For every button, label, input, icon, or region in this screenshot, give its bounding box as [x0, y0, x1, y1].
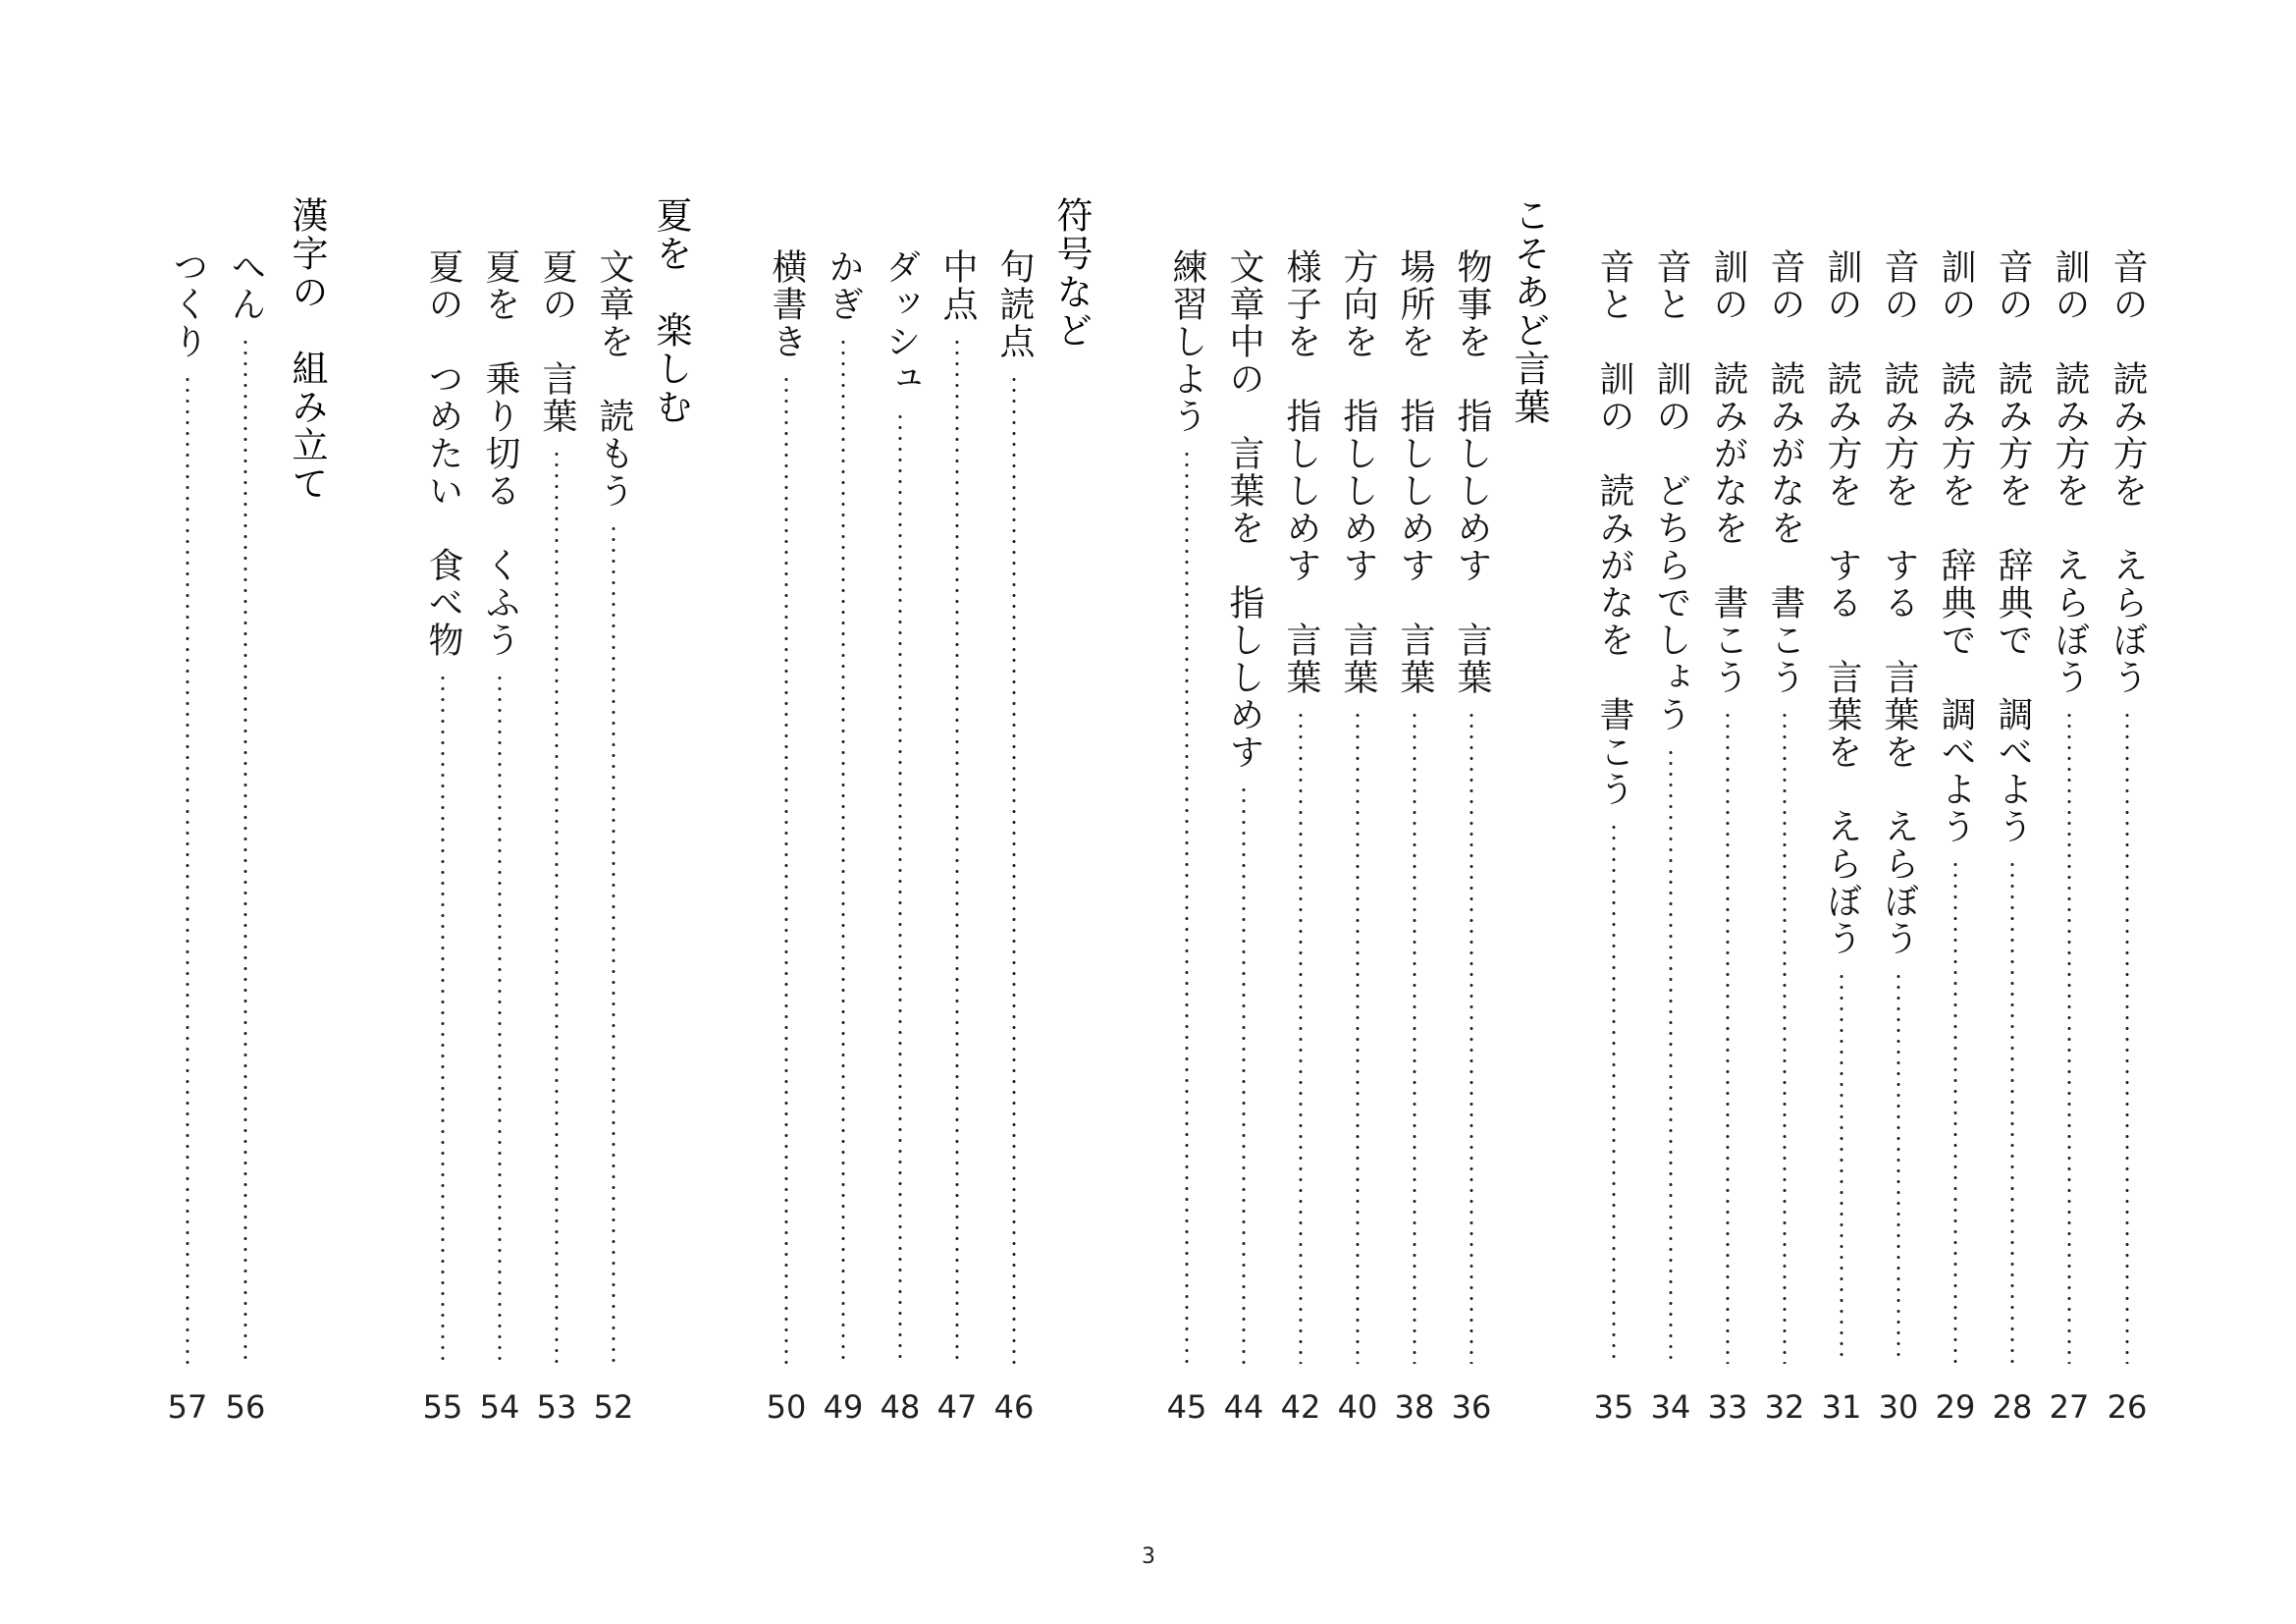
entry-title: 練習しよう [1167, 248, 1207, 435]
dot-leader [1413, 710, 1416, 1364]
entry-title: 句読点 [994, 248, 1035, 360]
dot-leader [1726, 710, 1730, 1364]
entry-page: 48 [880, 1388, 921, 1426]
dot-leader [2125, 710, 2129, 1364]
entry-title: 文章中の 言葉を 指ししめす [1224, 248, 1264, 771]
toc-entry[interactable] [1983, 248, 2042, 1427]
toc-entry[interactable] [1641, 248, 1700, 1427]
dot-leader [784, 374, 788, 1364]
dot-leader [1185, 449, 1189, 1364]
entry-page: 40 [1337, 1388, 1378, 1426]
entry-page: 42 [1280, 1388, 1321, 1426]
entry-title: 音と 訓の 読みがなを 書こう [1594, 248, 1634, 808]
dot-leader [898, 411, 902, 1364]
dot-leader [612, 523, 615, 1364]
entry-page: 26 [2107, 1388, 2148, 1426]
dot-leader [955, 337, 959, 1364]
dot-leader [1299, 710, 1303, 1364]
entry-title: 夏を 乗り切る くふう [480, 248, 520, 659]
entry-title: 訓の 読み方を 辞典で 調べよう [1936, 248, 1976, 845]
section-heading: 漢字の 組み立て [286, 196, 328, 503]
entry-page: 27 [2049, 1388, 2090, 1426]
entry-page: 56 [225, 1388, 266, 1426]
entry-title: 音と 訓の どちらでしょう [1651, 248, 1691, 733]
dot-leader [1612, 822, 1616, 1364]
dot-leader [1012, 374, 1016, 1364]
entry-page: 57 [167, 1388, 208, 1426]
toc-entry[interactable] [1755, 248, 1814, 1427]
entry-title: 横書き [767, 248, 807, 360]
toc-entry[interactable] [1214, 248, 1273, 1427]
entry-page: 54 [479, 1388, 520, 1426]
entry-page: 52 [593, 1388, 634, 1426]
dot-leader [2067, 710, 2071, 1364]
dot-leader [841, 337, 845, 1364]
entry-page: 38 [1394, 1388, 1435, 1426]
entry-title: 夏の 言葉 [537, 248, 577, 435]
entry-page: 45 [1166, 1388, 1207, 1426]
entry-page: 49 [823, 1388, 864, 1426]
toc-entry[interactable] [470, 248, 529, 1427]
dot-leader [1356, 710, 1360, 1364]
dot-leader [1896, 971, 1900, 1364]
entry-title: 中点 [937, 248, 978, 323]
toc-entry[interactable] [1328, 248, 1387, 1427]
entry-page: 32 [1764, 1388, 1805, 1426]
entry-page: 31 [1821, 1388, 1862, 1426]
entry-page: 36 [1451, 1388, 1492, 1426]
toc-entry[interactable] [1442, 248, 1501, 1427]
entry-title: 音の 読み方を 辞典で 調べよう [1993, 248, 2033, 845]
entry-title: 夏の つめたい 食べ物 [423, 248, 463, 659]
entry-title: つくり [168, 248, 208, 360]
entry-page: 35 [1593, 1388, 1634, 1426]
entry-page: 44 [1223, 1388, 1264, 1426]
entry-title: へん [226, 248, 266, 323]
toc-entry[interactable] [1271, 248, 1330, 1427]
entry-title: 方向を 指ししめす 言葉 [1338, 248, 1378, 696]
toc-entry[interactable] [1812, 248, 1871, 1427]
toc-entry[interactable] [1926, 248, 1985, 1427]
toc-entry[interactable] [1385, 248, 1444, 1427]
entry-title: 訓の 読みがなを 書こう [1708, 248, 1748, 696]
toc-entry[interactable] [1869, 248, 1928, 1427]
entry-page: 55 [422, 1388, 463, 1426]
entry-page: 46 [993, 1388, 1035, 1426]
entry-title: 音の 読み方を えらぼう [2108, 248, 2148, 696]
entry-title: 文章を 読もう [594, 248, 634, 510]
dot-leader [1840, 971, 1843, 1364]
toc-entry[interactable] [1157, 248, 1216, 1427]
entry-page: 53 [536, 1388, 577, 1426]
dot-leader [1783, 710, 1787, 1364]
dot-leader [498, 673, 502, 1364]
dot-leader [2010, 859, 2014, 1364]
toc-entry[interactable] [757, 248, 816, 1427]
entry-title: かぎ [824, 248, 864, 323]
section-heading: 夏を 楽しむ [650, 196, 692, 426]
toc-entry[interactable] [216, 248, 275, 1427]
toc-entry[interactable] [928, 248, 987, 1427]
entry-title: 様子を 指ししめす 言葉 [1281, 248, 1321, 696]
entry-page: 28 [1992, 1388, 2033, 1426]
toc-entry[interactable] [527, 248, 586, 1427]
dot-leader [1242, 785, 1246, 1364]
dot-leader [243, 337, 247, 1364]
entry-title: 音の 読みがなを 書こう [1765, 248, 1805, 696]
entry-title: 訓の 読み方を する 言葉を えらぼう [1822, 248, 1862, 957]
entry-page: 30 [1878, 1388, 1919, 1426]
entry-title: ダッシュ [881, 248, 921, 398]
entry-page: 47 [936, 1388, 978, 1426]
entry-title: 物事を 指ししめす 言葉 [1452, 248, 1492, 696]
toc-entry[interactable] [2040, 248, 2099, 1427]
toc-entry[interactable] [2098, 248, 2157, 1427]
section-heading: こそあど言葉 [1508, 196, 1550, 426]
page-number: 3 [1142, 1544, 1155, 1569]
dot-leader [1953, 859, 1957, 1364]
toc-entry[interactable] [584, 248, 643, 1427]
toc-entry[interactable] [158, 248, 217, 1427]
toc-entry[interactable] [871, 248, 930, 1427]
dot-leader [1469, 710, 1473, 1364]
toc-entry[interactable] [814, 248, 873, 1427]
dot-leader [555, 449, 559, 1364]
dot-leader [186, 374, 189, 1364]
entry-page: 50 [766, 1388, 807, 1426]
dot-leader [1669, 747, 1673, 1364]
toc-entry[interactable] [1584, 248, 1643, 1427]
entry-title: 訓の 読み方を えらぼう [2050, 248, 2090, 696]
section-heading: 符号など [1050, 196, 1093, 350]
entry-page: 33 [1707, 1388, 1748, 1426]
entry-title: 音の 読み方を する 言葉を えらぼう [1879, 248, 1919, 957]
entry-title: 場所を 指ししめす 言葉 [1395, 248, 1435, 696]
toc-entry[interactable] [985, 248, 1043, 1427]
toc-entry[interactable] [1698, 248, 1757, 1427]
dot-leader [441, 673, 445, 1364]
toc-entry[interactable] [413, 248, 472, 1427]
entry-page: 29 [1935, 1388, 1976, 1426]
entry-page: 34 [1650, 1388, 1691, 1426]
